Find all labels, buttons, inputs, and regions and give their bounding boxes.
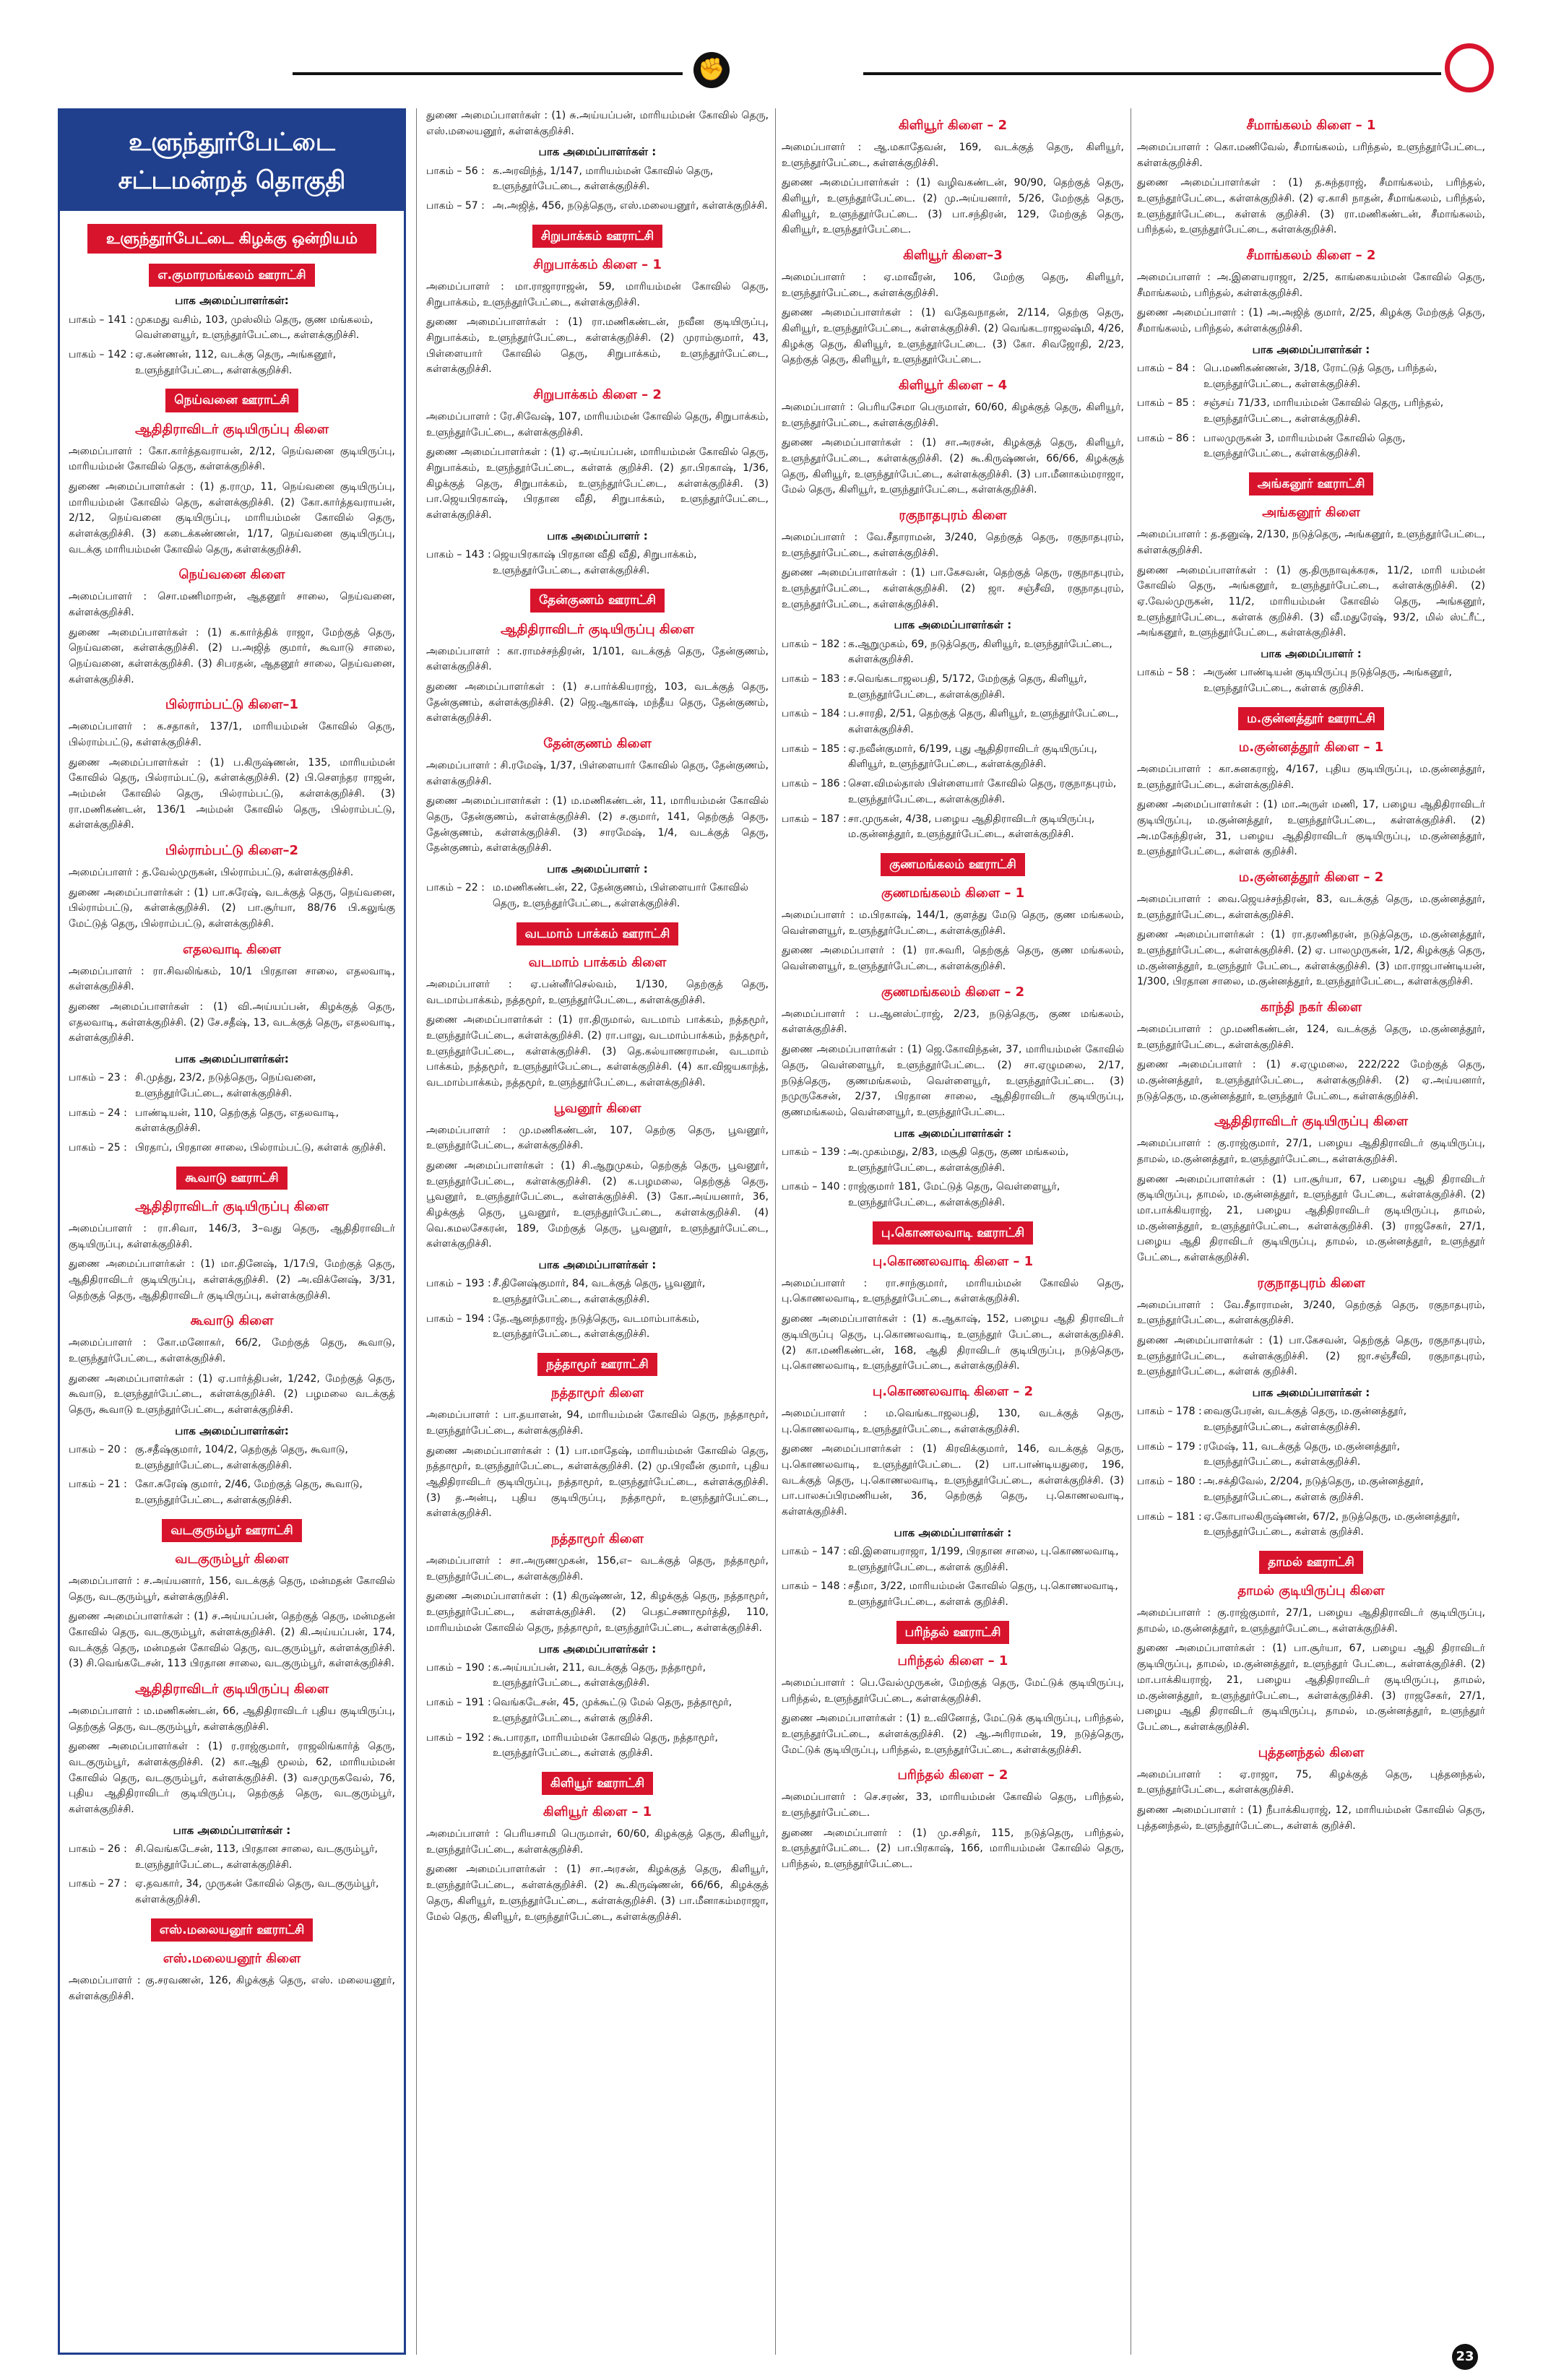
column-divider (775, 108, 776, 2355)
organiser-entry: அமைப்பாளர் : த.தனுஷ், 2/130, நடுத்தெரு, அங்கனூர், உளுந்தூர்பேட்டை, கள்ளக்குறிச்சி. (1137, 529, 1485, 556)
organiser-entry: அமைப்பாளர் : கொ.மணிவேல், சீமாங்கலம், பரிந்தல், உளுந்தூர்பேட்டை, கள்ளக்குறிச்சி. (1137, 141, 1485, 169)
organiser-entry: அமைப்பாளர் : மு.மணிகண்டன், 124, வடக்குத் தெரு, ம.குன்னத்தூர், உளுந்தூர்பேட்டை, கள்ளக்குறிச்சி. (1137, 1023, 1485, 1051)
branch-heading: நத்தாமூர் கிளை (550, 1531, 644, 1547)
organiser-entry: அமைப்பாளர் : கு.ராஜ்குமார், 27/1, பழைய ஆதிதிராவிடர் குடியிருப்பு, தாமல், ம.குன்னத்தூர், உளுந்தூர்பேட்டை, கள்ளக்குறிச்சி. (1137, 1138, 1485, 1165)
panchayat-heading: வடகுரும்பூர் ஊராட்சி (69, 1519, 395, 1542)
booth-organisers-heading: பாக அமைப்பாளர் : (547, 862, 648, 876)
branch-heading: ஆதிதிராவிடர் குடியிருப்பு கிளை (135, 1199, 329, 1215)
branch-heading: புத்தனந்தல் கிளை (1258, 1744, 1365, 1760)
branch-heading: காந்தி நகர் கிளை (1260, 1000, 1362, 1016)
booth-row: பாகம் – 179 : ரமேஷ், 11, வடக்குத் தெரு, ம.குன்னத்தூர், உளுந்தூர்பேட்டை, கள்ளக்குறிச்சி. (1137, 1440, 1400, 1468)
organiser-entry: அமைப்பாளர் : ரா.சிவா, 146/3, 3–வது தெரு, ஆதிதிராவிடர் குடியிருப்பு, கள்ளக்குறிச்சி. (69, 1222, 395, 1250)
booth-row: பாகம் – 187 : சா.முருகன், 4/38, பழைய ஆதிதிராவிடர் குடியிருப்பு, ம.குன்னத்தூர், உளுந்தூர்பேட்டை, கள்ளக்குறிச்சி. (782, 813, 1095, 841)
deputy-organisers-entry: துணை அமைப்பாளர்கள் : (1) சா.அரசன், கிழக்குத் தெரு, கிளியூர், உளுந்தூர்பேட்டை, கள்ளக்குறிச்சி. (2) கூ.கிருஷ்ணன், 66/66, கிழக்குத் தெரு, கிளியூர், உளுந்தூர்பேட்டை, கள்ளக்குறிச்சி. (3) பா.மீனாகம்மராஜா, மேல் தெரு, கிளியூர், உளுந்தூர்பேட்டை, கள்ளக்குறிச்சி. (782, 437, 1124, 496)
branch-heading: ரகுநாதபுரம் கிளை (899, 508, 1007, 524)
red-ring-icon (1445, 43, 1494, 92)
organiser-entry: அமைப்பாளர் : ஏ.ராஜா, 75, கிழக்குத் தெரு, புத்தனந்தல், உளுந்தூர்பேட்டை, கள்ளக்குறிச்சி. (1137, 1768, 1485, 1796)
booth-row: பாகம் – 193 : சீ.தினேஷ்குமார், 84, வடக்குத் தெரு, பூவனூர், உளுந்தூர்பேட்டை, கள்ளக்குறிச்சி. (426, 1278, 706, 1306)
booth-row: பாகம் – 182 : க.ஆறுமுகம், 69, நடுத்தெரு, கிளியூர், உளுந்தூர்பேட்டை, கள்ளக்குறிச்சி. (782, 638, 1112, 666)
booth-row: பாகம் – 142 : ஏ.கண்ணன், 112, வடக்கு தெரு, அங்கனூர், உளுந்தூர்பேட்டை, கள்ளக்குறிச்சி. (69, 348, 337, 376)
deputy-organisers-entry: துணை அமைப்பாளர்கள் : (1) பா.மாதேஷ், மாரியம்மன் கோவில் தெரு, நத்தாமூர், உளுந்தூர்பேட்டை, கள்ளக்குறிச்சி. (2) மு.பிரவீன் குமார், புதிய ஆதிதிராவிடர் குடியிருப்பு, நத்தாமூர், உளுந்தூர்பேட்டை, கள்ளக்குறிச்சி. (3) த.அன்பு, புதிய குடியிருப்பு, நத்தாமூர், உளுந்தூர்பேட்டை, கள்ளக்குறிச்சி. (426, 1445, 769, 1520)
booth-organisers-heading: பாக அமைப்பாளர்கள் : (894, 618, 1012, 632)
booth-row: பாகம் – 139 : அ.முகம்மது, 2/83, மசூதி தெரு, குண மங்கலம், உளுந்தூர்பேட்டை, கள்ளக்குறிச்சி. (782, 1146, 1069, 1174)
booth-organisers-heading: பாக அமைப்பாளர்கள் : (1252, 1386, 1370, 1400)
deputy-organisers-entry: துணை அமைப்பாளர்கள் : (1) ச.அய்யப்பன், தெற்குத் தெரு, மன்மதன் கோவில் தெரு, வடகுரும்பூர், கள்ளக்குறிச்சி. (2) கி.அய்யப்பன், 174, வடக்குத் தெரு, மன்மதன் கோவில் தெரு, வடகுரும்பூர், கள்ளக்குறிச்சி. (3) சி.வெங்கடேசன், 113 பிரதான சாலை, வடகுரும்பூர், கள்ளக்குறிச்சி. (69, 1611, 395, 1670)
booth-organisers-heading: பாக அமைப்பாளர்கள்: (175, 1052, 289, 1065)
branch-heading: சீமாங்கலம் கிளை – 2 (1246, 248, 1376, 264)
branch-heading: பில்ராம்பட்டு கிளை–1 (165, 697, 299, 713)
deputy-organisers-entry: துணை அமைப்பாளர்கள் : (1) க.கார்த்திக் ராஜா, மேற்குத் தெரு, நெய்வனை, கள்ளக்குறிச்சி. (2) ப.அஜித் குமார், கூவாடு சாலை, நெய்வனை, கள்ளக்குறிச்சி. (3) சிபரதன், ஆதனூர் சாலை, நெய்வனை, கள்ளக்குறிச்சி. (69, 626, 395, 685)
deputy-organisers-entry: துணை அமைப்பாளர்கள் : (1) ம.மணிகண்டன், 11, மாரியம்மன் கோவில் தெரு, தேன்குணம், கள்ளக்குறிச்சி. (2) ச.குமார், 141, தெற்குத் தெரு, தேன்குணம், கள்ளக்குறிச்சி. (3) சாரமேஷ், 1/4, வடக்குத் தெரு, தேன்குணம், கள்ளக்குறிச்சி. (426, 795, 769, 854)
organiser-entry: அமைப்பாளர் : வை.ஜெயச்சந்திரன், 83, வடக்குத் தெரு, ம.குன்னத்தூர், உளுந்தூர்பேட்டை, கள்ளக்குறிச்சி. (1137, 893, 1485, 921)
booth-row: பாகம் – 147 : வி.இளையராஜா, 1/199, பிரதான சாலை, பு.கொணலவாடி, உளுந்தூர்பேட்டை, கள்ளக் குறிச்சி. (782, 1545, 1119, 1573)
organiser-entry: அமைப்பாளர் : மு.மணிகண்டன், 107, தெற்கு தெரு, பூவனூர், உளுந்தூர்பேட்டை, கள்ளக்குறிச்சி. (426, 1124, 769, 1152)
deputy-organisers-entry: துணை அமைப்பாளர் : (1) ரா.சுவரி, தெற்குத் தெரு, குண மங்கலம், வெள்ளையூர், உளுந்தூர்பேட்டை, கள்ளக்குறிச்சி. (782, 945, 1124, 973)
deputy-organisers-entry: துணை அமைப்பாளர்கள் : (1) மா.தினேஷ், 1/17பி, மேற்குத் தெரு, ஆதிதிராவிடர் குடியிருப்பு, கள்ளக்குறிச்சி. (2) அ.விக்னேஷ், 3/31, தெற்குத் தெரு, ஆதிதிராவிடர் குடியிருப்பு, கள்ளக்குறிச்சி. (69, 1258, 395, 1302)
branch-heading: கிளியூர் கிளை–3 (903, 248, 1003, 264)
branch-heading: கூவாடு கிளை (190, 1313, 274, 1329)
deputy-organisers-entry: துணை அமைப்பாளர்கள் : (1) கு.திருநாவுக்கரசு, 11/2, மாரி யம்மன் கோவில் தெரு, அங்கனூர், உளுந்தூர்பேட்டை, கள்ளக்குறிச்சி. (2) ஏ.வேல்முருகன், 11/2, மாரியம்மன் கோவில் தெரு, அங்கனூர், உளுந்தூர்பேட்டை, கள்ளக் குறிச்சி. (3) வீ.மதுரேஷ், 93/2, மில் ஸ்ட்ரீட், அங்கனூர், உளுந்தூர்பேட்டை, கள்ளக்குறிச்சி. (1137, 564, 1485, 639)
organiser-entry: அமைப்பாளர் : க.சதாகர், 137/1, மாரியம்மன் கோவில் தெரு, பில்ராம்பட்டு, கள்ளக்குறிச்சி. (69, 721, 395, 748)
deputy-organisers-entry: துணை அமைப்பாளர்கள் : (1) ப.கிருஷ்ணன், 135, மாரியம்மன் கோவில் தெரு, பில்ராம்பட்டு, கள்ளக்குறிச்சி. (2) பி.செளந்தர ராஜன், அம்மன் கோவில் தெரு, பில்ராம்பட்டு, கள்ளக்குறிச்சி. (3) ரா.மணிகண்டன், 136/1 அம்மன் கோவில் தெரு, பில்ராம்பட்டு, கள்ளக்குறிச்சி. (69, 756, 395, 831)
booth-row: பாகம் – 180 : அ.சக்திவேல், 2/204, நடுத்தெரு, ம.குன்னத்தூர், உளுந்தூர்பேட்டை, கள்ளக் குறிச்சி. (1137, 1476, 1424, 1503)
organiser-entry: அமைப்பாளர் : மா.ராஜாராஜன், 59, மாரியம்மன் கோவில் தெரு, சிறுபாக்கம், உளுந்தூர்பேட்டை, கள்ளக்குறிச்சி. (426, 280, 769, 308)
organiser-entry: அமைப்பாளர் : ரா.சாந்குமார், மாரியம்மன் கோவில் தெரு, பு.கொணலவாடி, உளுந்தூர்பேட்டை, கள்ளக்குறிச்சி. (782, 1277, 1124, 1305)
branch-heading: அங்கனூர் கிளை (1262, 505, 1360, 521)
deputy-organisers-entry: துணை அமைப்பாளர் : (1) நீபாக்கியராஜ், 12, மாரியம்மன் கோவில் தெரு, புத்தனந்தல், உளுந்தூர்பேட்டை, கள்ளக் குறிச்சி. (1137, 1804, 1485, 1832)
booth-row: பாகம் – 22 : ம.மணிகண்டன், 22, தேன்குணம், பிள்ளையார் கோவில் தெரு, உளுந்தூர்பேட்டை, கள்ளக்குறிச்சி. (426, 882, 749, 909)
deputy-organisers-entry: துணை அமைப்பாளர் : (1) மு.சசிதர், 115, நடுத்தெரு, பரிந்தல், உளுந்தூர்பேட்டை. (2) பா.பிரகாஷ், 166, மாரியம்மன் கோவில் தெரு, பரிந்தல், உளுந்தூர்பேட்டை. (782, 1827, 1124, 1870)
booth-row: பாகம் – 86 : பாலமுருகன் 3, மாரியம்மன் கோவில் தெரு, உளுந்தூர்பேட்டை, கள்ளக்குறிச்சி. (1137, 432, 1406, 460)
deputy-organisers-entry: துணை அமைப்பாளர்கள் : (1) வழிவகண்டன், 90/90, தெற்குத் தெரு, கிளியூர், உளுந்தூர்பேட்டை. (2) மு.அய்யனார், 5/26, மேற்குத் தெரு, கிளியூர், உளுந்தூர்பேட்டை. (3) பா.சந்திரன், 129, மேற்குத் தெரு, கிளியூர், உளுந்தூர்பேட்டை. (782, 177, 1124, 236)
booth-organisers-heading: பாக அமைப்பாளர்கள் : (173, 1823, 291, 1837)
booth-row: பாகம் – 148 : சதீமா, 3/22, மாரியம்மன் கோவில் தெரு, பு.கொணலவாடி, உளுந்தூர்பேட்டை, கள்ளக் குறிச்சி. (782, 1580, 1118, 1608)
booth-row: பாகம் – 143 : ஜெயபிரகாஷ் பிரதான வீதி வீதி, சிறுபாக்கம், உளுந்தூர்பேட்டை, கள்ளக்குறிச்சி. (426, 549, 697, 576)
deputy-organisers-entry: துணை அமைப்பாளர்கள் : (1) சு.அய்யப்பன், மாரியம்மன் கோவில் தெரு, எஸ்.மலையனூர், கள்ளக்குறிச்சி. (426, 110, 769, 137)
booth-row: பாகம் – 25 : பிரதாப், பிரதான சாலை, பில்ராம்பட்டு, கள்ளக் குறிச்சி. (69, 1142, 386, 1154)
organiser-entry: அமைப்பாளர் : கா.ராமச்சந்திரன், 1/101, வடக்குத் தெரு, தேன்குணம், கள்ளக்குறிச்சி. (426, 645, 769, 673)
organiser-entry: அமைப்பாளர் : ரே.சிவேஷ், 107, மாரியம்மன் கோவில் தெரு, சிறுபாக்கம், உளுந்தூர்பேட்டை, கள்ளக்குறிச்சி. (426, 410, 769, 438)
booth-row: பாகம் – 186 : சௌ.விமல்தாஸ் பிள்ளையார் கோவில் தெரு, ரகுநாதபுரம், உளுந்தூர்பேட்டை, கள்ளக்குறிச்சி. (782, 778, 1117, 805)
organiser-entry: அமைப்பாளர் : ரா.சிவலிங்கம், 10/1 பிரதான சாலை, எதலவாடி, கள்ளக்குறிச்சி. (69, 965, 395, 993)
organiser-entry: அமைப்பாளர் : பா.தயாளன், 94, மாரியம்மன் கோவில் தெரு, நத்தாமூர், உளுந்தூர்பேட்டை, கள்ளக்குறிச்சி. (426, 1409, 769, 1437)
booth-organisers-heading: பாக அமைப்பாளர்கள் : (1252, 342, 1370, 356)
booth-organisers-heading: பாக அமைப்பாளர்கள் : (538, 1642, 657, 1656)
organiser-entry: அமைப்பாளர் : ஏ.பன்னீர்செல்வம், 1/130, தெற்குத் தெரு, வடமாம்பாக்கம், நத்தமூர், உளுந்தூர்பேட்டை, கள்ளக்குறிச்சி. (426, 978, 769, 1006)
branch-heading: பரிந்தல் கிளை – 1 (897, 1653, 1008, 1669)
panchayat-heading: ம.குன்னத்தூர் ஊராட்சி (1137, 707, 1485, 730)
organiser-entry: அமைப்பாளர் : சொ.மணிமாறன், ஆதனூர் சாலை, நெய்வனை, கள்ளக்குறிச்சி. (69, 591, 395, 618)
booth-organisers-heading: பாக அமைப்பாளர்கள்: (175, 294, 289, 308)
organiser-entry: அமைப்பாளர் : பெ.வேல்முருகன், மேற்குத் தெரு, மேட்டுக் குடியிருப்பு, பரிந்தல், உளுந்தூர்பேட்டை, கள்ளக்குறிச்சி. (782, 1676, 1124, 1705)
organiser-entry: அமைப்பாளர் : ப.ஆனஸ்ட்ராஜ், 2/23, நடுத்தெரு, குண மங்கலம், கள்ளக்குறிச்சி. (782, 1008, 1124, 1036)
booth-organisers-heading: பாக அமைப்பாளர் : (1261, 647, 1362, 661)
deputy-organisers-entry: துணை அமைப்பாளர்கள் : (1) பா.கேசவன், தெற்குத் தெரு, ரகுநாதபுரம், உளுந்தூர்பேட்டை, கள்ளக்குறிச்சி. (2) ஜா.சஞ்சீவி, ரகுநாதபுரம், உளுந்தூர்பேட்டை, கள்ளக் குறிச்சி. (1137, 1335, 1485, 1378)
organiser-entry: அமைப்பாளர் : த.வேல்முருகன், பில்ராம்பட்டு, கள்ளக்குறிச்சி. (69, 866, 354, 878)
booth-row: பாகம் – 21 : கோ.சுரேஷ் குமார், 2/46, மேற்குத் தெரு, கூவாடு, உளுந்தூர்பேட்டை, கள்ளக்குறிச்சி. (69, 1479, 363, 1506)
deputy-organisers-entry: துணை அமைப்பாளர்கள் : (1) கிருஷ்ணன், 12, கிழக்குத் தெரு, நத்தாமூர், உளுந்தூர்பேட்டை, கள்ளக்குறிச்சி. (2) பெதட்சணாமூர்த்தி, 110, மாரியம்மன் கோவில் தெரு, நத்தாமூர், உளுந்தூர்பேட்டை, கள்ளக்குறிச்சி. (426, 1591, 769, 1634)
deputy-organisers-entry: துணை அமைப்பாளர்கள் : (1) ஏ.அய்யப்பன், மாரியம்மன் கோவில் தெரு, சிறுபாக்கம், உளுந்தூர்பேட்டை, கள்ளக் குறிச்சி. (2) தா.பிரகாஷ், 1/36, கிழக்குத் தெரு, சிறுபாக்கம், உளுந்தூர்பேட்டை, கள்ளக்குறிச்சி. (3) பா.ஜெயபிரகாஷ், பிரதான வீதி, சிறுபாக்கம், உளுந்தூர்பேட்டை, கள்ளக்குறிச்சி. (426, 446, 769, 522)
booth-row: பாகம் – 184 : ப.சாரதி, 2/51, தெற்குத் தெரு, கிளியூர், உளுந்தூர்பேட்டை, கள்ளக்குறிச்சி. (782, 708, 1119, 736)
booth-row: பாகம் – 20 : கு.சதீஷ்குமார், 104/2, தெற்குத் தெரு, கூவாடு, உளுந்தூர்பேட்டை, கள்ளக்குறிச்சி. (69, 1443, 348, 1471)
organiser-entry: அமைப்பாளர் : கோ.மனோகர், 66/2, மேற்குத் தெரு, கூவாடு, உளுந்தூர்பேட்டை, கள்ளக்குறிச்சி. (69, 1337, 395, 1364)
deputy-organisers-entry: துணை அமைப்பாளர்கள் : (1) மா.அருள் மணி, 17, பழைய ஆதிதிராவிடர் குடியிருப்பு, ம.குன்னத்தூர், உளுந்தூர்பேட்டை, கள்ளக்குறிச்சி. (2) அ.மகேந்திரன், 31, பழைய ஆதிதிராவிடர் குடியிருப்பு, ம.குன்னத்தூர், உளுந்தூர்பேட்டை, கள்ளக் குறிச்சி. (1137, 799, 1485, 858)
deputy-organisers-entry: துணை அமைப்பாளர் : (1) அ.அஜித் குமார், 2/25, கிழக்கு மேற்குத் தெரு, சீமாங்கலம், பரிந்தல், கள்ளக்குறிச்சி. (1137, 307, 1485, 334)
deputy-organisers-entry: துணை அமைப்பாளர்கள் : (1) ரா.மணிகண்டன், நவீன குடியிருப்பு, சிறுபாக்கம், உளுந்தூர்பேட்டை, கள்ளக்குறிச்சி. (2) முராம்குமார், 43, பிள்ளையார் கோவில் தெரு, சிறுபாக்கம், உளுந்தூர்பேட்டை, கள்ளக்குறிச்சி. (426, 316, 769, 376)
panchayat-heading: எஸ்.மலையனூர் ஊராட்சி (69, 1918, 395, 1942)
deputy-organisers-entry: துணை அமைப்பாளர்கள் : (1) த.சுந்தராஜ், சீமாங்கலம், பரிந்தல், உளுந்தூர்பேட்டை, கள்ளக்குறிச்சி. (2) ஏ.காசி நாதன், சீமாங்கலம், பரிந்தல், உளுந்தூர்பேட்டை, கள்ளக் குறிச்சி. (3) ரா.மணிகண்டன், சீமாங்கலம், பரிந்தல், உளுந்தூர்பேட்டை, கள்ளக்குறிச்சி. (1137, 177, 1485, 236)
organiser-entry: அமைப்பாளர் : ம.வெங்கடாஜலபதி, 130, வடக்குத் தெரு, பு.கொணலவாடி, உளுந்தூர்பேட்டை, கள்ளக்குறிச்சி. (782, 1407, 1124, 1435)
deputy-organisers-entry: துணை அமைப்பாளர்கள் : (1) சா.அரசன், கிழக்குத் தெரு, கிளியூர், உளுந்தூர்பேட்டை, கள்ளக்குறிச்சி. (2) கூ.கிருஷ்ணன், 66/66, கிழக்குத் தெரு, கிளியூர், உளுந்தூர்பேட்டை, கள்ளக்குறிச்சி. (3) பா.மீனாகம்மராஜா, மேல் தெரு, கிளியூர், உளுந்தூர்பேட்டை, கள்ளக்குறிச்சி. (426, 1864, 769, 1923)
deputy-organisers-entry: துணை அமைப்பாளர்கள் : (1) ஜெ.கோவிந்தன், 37, மாரியம்மன் கோவில் தெரு, வெள்ளையூர், உளுந்தூர்பேட்டை. (2) சா.ஏழுமலை, 2/17, நடுத்தெரு, குணமங்கலம், வெள்ளையூர், உளுந்தூர்பேட்டை. (3) நமுருகேசன், 2/37, பிரதான சாலை, ஆதிதிராவிடர் குடியிருப்பு, குணமங்கலம், வெள்ளையூர், உளுந்தூர்பேட்டை. (782, 1044, 1124, 1118)
panchayat-heading: நத்தாமூர் ஊராட்சி (426, 1353, 769, 1376)
booth-row: பாகம் – 183 : ச.வெங்கடாஜலபதி, 5/172, மேற்குத் தெரு, கிளியூர், உளுந்தூர்பேட்டை, கள்ளக்குறிச்சி. (782, 673, 1087, 701)
branch-heading: கிளியூர் கிளை – 1 (543, 1804, 652, 1820)
branch-heading: பில்ராம்பட்டு கிளை–2 (165, 843, 299, 859)
booth-row: பாகம் – 26 : சி.வெங்கடேசன், 113, பிரதான சாலை, வடகுரும்பூர், உளுந்தூர்பேட்டை, கள்ளக்குறிச்சி. (69, 1843, 378, 1871)
deputy-organisers-entry: துணை அமைப்பாளர்கள் : (1) வி.அய்யப்பன், கிழக்குத் தெரு, எதலவாடி, கள்ளக்குறிச்சி. (2) சே.சதீஷ், 13, வடக்குத் தெரு, எதலவாடி, கள்ளக்குறிச்சி. (69, 1000, 395, 1044)
organiser-entry: அமைப்பாளர் : கு.ராஜ்குமார், 27/1, பழைய ஆதிதிராவிடர் குடியிருப்பு, தாமல், ம.குன்னத்தூர், உளுந்தூர்பேட்டை, கள்ளக்குறிச்சி. (1137, 1607, 1485, 1635)
booth-organisers-heading: பாக அமைப்பாளர்கள் : (894, 1126, 1012, 1140)
branch-heading: கிளியூர் கிளை – 4 (898, 378, 1008, 394)
organiser-entry: அமைப்பாளர் : கா.சுனகராஜ், 4/167, புதிய குடியிருப்பு, ம.குன்னத்தூர், உளுந்தூர்பேட்டை, கள்ளக்குறிச்சி. (1137, 763, 1485, 791)
header-rule-left (293, 72, 683, 75)
branch-heading: நெய்வனை கிளை (178, 567, 285, 583)
panchayat-heading: கிளியூர் ஊராட்சி (426, 1772, 769, 1795)
booth-row: பாகம் – 27 : ஏ.தவகார், 34, முருகன் கோவில் தெரு, வடகுரும்பூர், கள்ளக்குறிச்சி. (69, 1878, 379, 1906)
panchayat-heading: தாமல் ஊராட்சி (1137, 1551, 1485, 1574)
branch-heading: பு.கொணலவாடி கிளை – 1 (872, 1253, 1034, 1269)
booth-organisers-heading: பாக அமைப்பாளர்கள் : (538, 1258, 657, 1272)
booth-row: பாகம் – 192 : கூ.பாரதா, மாரியம்மன் கோவில் தெரு, நத்தாமூர், உளுந்தூர்பேட்டை, கள்ளக் குறிச்சி. (426, 1731, 718, 1760)
party-logo-icon: ✊ (693, 52, 730, 88)
branch-heading: வடமாம் பாக்கம் கிளை (528, 955, 667, 971)
deputy-organisers-entry: துணை அமைப்பாளர் : (1) ச.ஏழுமலை, 222/222 மேற்குத் தெரு, ம.குன்னத்தூர், உளுந்தூர்பேட்டை, கள்ளக்குறிச்சி. (2) ஏ.அய்யனார், நடுத்தெரு, ம.குன்னத்தூர், உளுந்தூர் பேட்டை, கள்ளக்குறிச்சி. (1137, 1059, 1485, 1102)
page-header (0, 0, 1543, 101)
booth-organisers-heading: பாக அமைப்பாளர்கள்: (175, 1424, 289, 1437)
booth-row: பாகம் – 58 : அருண் பாண்டியன் குடியிருப்பு நடுத்தெரு, அங்கனூர், உளுந்தூர்பேட்டை, கள்ளக் குறிச்சி. (1137, 667, 1452, 695)
booth-row: பாகம் – 181 : ஏ.கோபாலகிருஷ்ணன், 67/2, நடுத்தெரு, ம.குன்னத்தூர், உளுந்தூர்பேட்டை, கள்ளக் குறிச்சி. (1137, 1510, 1461, 1539)
booth-row: பாகம் – 178 : வைகுபேரன், வடக்குத் தெரு, ம.குன்னத்தூர், உளுந்தூர்பேட்டை, கள்ளக்குறிச்சி. (1137, 1406, 1407, 1434)
branch-heading: குணமங்கலம் கிளை – 1 (881, 886, 1025, 901)
page-number: 23 (1452, 2344, 1478, 2370)
panchayat-heading: குணமங்கலம் ஊராட்சி (782, 853, 1124, 876)
deputy-organisers-entry: துணை அமைப்பாளர்கள் : (1) ர.ராஜ்குமார், ராஜலிங்கார்த் தெரு, வடகுரும்பூர், கள்ளக்குறிச்சி. (2) கா.ஆதி மூலம், 62, மாரியம்மன் கோவில் தெரு, வடகுரும்பூர், கள்ளக்குறிச்சி. (3) வசமுருகவேல், 76, புதிய ஆதிதிராவிடர் குடியிருப்பு, தெற்குத் தெரு, வடகுரும்பூர், கள்ளக்குறிச்சி. (69, 1741, 395, 1816)
booth-organisers-heading: பாக அமைப்பாளர்கள் : (894, 1526, 1012, 1539)
branch-heading: ஆதிதிராவிடர் குடியிருப்பு கிளை (135, 421, 329, 437)
union-title: உளுந்தூர்பேட்டை கிழக்கு ஒன்றியம் (87, 224, 376, 254)
booth-row: பாகம் – 24 : பாண்டியன், 110, தெற்குத் தெரு, எதலவாடி, கள்ளக்குறிச்சி. (69, 1107, 340, 1135)
panchayat-heading: தேன்குணம் ஊராட்சி (426, 589, 769, 612)
deputy-organisers-entry: துணை அமைப்பாளர்கள் : (1) பா.சூர்யா, 67, பழைய ஆதி திராவிடர் குடியிருப்பு, தாமல், ம.குன்னத்தூர், உளுந்தூர் பேட்டை, கள்ளக்குறிச்சி. (2) மா.பாக்கியராஜ், 21, பழைய ஆதிதிராவிடர் குடியிருப்பு, தாமல், ம.குன்னத்தூர், உளுந்தூர்பேட்டை, கள்ளக்குறிச்சி. (3) ராஜசேகர், 27/1, பழைய ஆதி திராவிடர் குடியிருப்பு, தாமல், ம.குன்னத்தூர், உளுந்தூர் பேட்டை, கள்ளக்குறிச்சி. (1137, 1173, 1485, 1264)
constituency-title: உளுந்தூர்பேட்டை சட்டமன்றத் தொகுதி (60, 111, 404, 211)
branch-heading: நத்தாமூர் கிளை (550, 1385, 644, 1401)
deputy-organisers-entry: துணை அமைப்பாளர்கள் : (1) ச.பார்க்கியராஜ், 103, வடக்குத் தெரு, தேன்குணம், கள்ளக்குறிச்சி. (2) ஜெ.ஆகாஷ், மந்தீய தெரு, தேன்குணம், கள்ளக்குறிச்சி. (426, 680, 769, 724)
panchayat-heading: சிறுபாக்கம் ஊராட்சி (426, 225, 769, 248)
column-2 (426, 108, 769, 2355)
panchayat-heading: நெய்வனை ஊராட்சி (69, 389, 395, 412)
deputy-organisers-entry: துணை அமைப்பாளர்கள் : (1) பா.சுரேஷ், வடக்குத் தெரு, நெய்வனை, பில்ராம்பட்டு, கள்ளக்குறிச்சி. (2) பா.சூர்யா, 88/76 பி.கலுங்கு மேட்டுத் தெரு, பில்ராம்பட்டு, கள்ளக்குறிச்சி. (69, 886, 395, 930)
organiser-entry: அமைப்பாளர் : ஏ.மாவீரன், 106, மேற்கு தெரு, கிளியூர், உளுந்தூர்பேட்டை, கள்ளக்குறிச்சி. (782, 271, 1124, 299)
branch-heading: பு.கொணலவாடி கிளை – 2 (872, 1383, 1034, 1399)
deputy-organisers-entry: துணை அமைப்பாளர்கள் : (1) க.ஆகாஷ், 152, பழைய ஆதி திராவிடர் குடியிருப்பு தெரு, பு.கொணலவாடி, உளுந்தூர் பேட்டை, கள்ளக்குறிச்சி. (2) கா.மணிகண்டன், 168, ஆதி திராவிடர் குடியிருப்பு, நடுத்தெரு, பு.கொணலவாடி, உளுந்தூர்பேட்டை, கள்ளக்குறிச்சி. (782, 1313, 1124, 1372)
booth-row: பாகம் – 56 : க.அரவிந்த், 1/147, மாரியம்மன் கோவில் தெரு, உளுந்தூர்பேட்டை, கள்ளக்குறிச்சி. (426, 165, 714, 193)
deputy-organisers-entry: துணை அமைப்பாளர்கள் : (1) உ.வினோத், மேட்டுக் குடியிருப்பு, பரிந்தல், உளுந்தூர்பேட்டை, கள்ளக்குறிச்சி. (2) ஆ.அரிராமன், 19, நடுத்தெரு, மேட்டுக் குடியிருப்பு, பரிந்தல், உளுந்தூர்பேட்டை, கள்ளக்குறிச்சி. (782, 1713, 1124, 1756)
booth-organisers-heading: பாக அமைப்பாளர்கள் : (538, 145, 657, 159)
branch-heading: சிறுபாக்கம் கிளை – 2 (533, 387, 662, 403)
deputy-organisers-entry: துணை அமைப்பாளர்கள் : (1) ரா.தரணிதரன், நடுத்தெரு, ம.குன்னத்தூர், உளுந்தூர்பேட்டை, கள்ளக்குறிச்சி. (2) ஏ. பாலமுருகன், 1/2, கிழக்குத் தெரு, ம.குன்னத்தூர், உளுந்தூர் பேட்டை, கள்ளக்குறிச்சி. (3) மா.ராஜபாண்டியன், 1/300, பிரதான சாலை, ம.குன்னத்தூர், உளுந்தூர்பேட்டை, கள்ளக்குறிச்சி. (1137, 929, 1485, 988)
organiser-entry: அமைப்பாளர் : வே.சீதாராமன், 3/240, தெற்குத் தெரு, ரகுநாதபுரம், உளுந்தூர்பேட்டை, கள்ளக்குறிச்சி. (782, 531, 1124, 559)
organiser-entry: அமைப்பாளர் : ம.மணிகண்டன், 66, ஆதிதிராவிடர் புதிய குடியிருப்பு, தெற்குத் தெரு, வடகுரும்பூர், கள்ளக்குறிச்சி. (69, 1705, 395, 1733)
organiser-entry: அமைப்பாளர் : ஆ.மகாதேவன், 169, வடக்குத் தெரு, கிளியூர், உளுந்தூர்பேட்டை, கள்ளக்குறிச்சி. (782, 141, 1124, 169)
column-1 (58, 108, 406, 2355)
branch-heading: சீமாங்கலம் கிளை – 1 (1246, 118, 1376, 133)
booth-row: பாகம் – 191 : வெங்கடேசன், 45, முக்கூட்டு மேல் தெரு, நத்தாமூர், உளுந்தூர்பேட்டை, கள்ளக் குறிச்சி. (426, 1697, 732, 1724)
branch-heading: கிளியூர் கிளை – 2 (898, 118, 1008, 133)
booth-row: பாகம் – 57 : அ.அஜித், 456, நடுத்தெரு, எஸ்.மலையனூர், கள்ளக்குறிச்சி. (426, 200, 768, 212)
deputy-organisers-entry: துணை அமைப்பாளர்கள் : (1) பா.கேசவன், தெற்குத் தெரு, ரகுநாதபுரம், உளுந்தூர்பேட்டை, கள்ளக்குறிச்சி. (2) ஜா. சஞ்சீவி, ரகுநாதபுரம், உளுந்தூர்பேட்டை, கள்ளக்குறிச்சி. (782, 567, 1124, 610)
panchayat-heading: பரிந்தல் ஊராட்சி (782, 1621, 1124, 1644)
branch-heading: ஆதிதிராவிடர் குடியிருப்பு கிளை (135, 1682, 329, 1697)
organiser-entry: அமைப்பாளர் : சா.அருணமுகன், 156,எ– வடக்குத் தெரு, நத்தாமூர், உளுந்தூர்பேட்டை, கள்ளக்குறிச்சி. (426, 1555, 769, 1583)
organiser-entry: அமைப்பாளர் : வே.சீதாராமன், 3/240, தெற்குத் தெரு, ரகுநாதபுரம், உளுந்தூர்பேட்டை, கள்ளக்குறிச்சி. (1137, 1299, 1485, 1327)
organiser-entry: அமைப்பாளர் : அ.இளையராஜா, 2/25, காங்கையம்மன் கோவில் தெரு, சீமாங்கலம், பரிந்தல், கள்ளக்குறிச்சி. (1137, 271, 1485, 299)
deputy-organisers-entry: துணை அமைப்பாளர்கள் : (1) கிரவிக்குமார், 146, வடக்குத் தெரு, பு.கொணலவாடி, உளுந்தூர்பேட்டை. (2) பா.பாண்டியதுரை, 196, வடக்குத் தெரு, பு.கொணலவாடி, உளுந்தூர்பேட்டை, கள்ளக்குறிச்சி. (3) பா.பாலசுப்பிரமணியன், 36, தெற்குத் தெரு, பு.கொணலவாடி, கள்ளக்குறிச்சி. (782, 1443, 1124, 1518)
deputy-organisers-entry: துணை அமைப்பாளர்கள் : (1) த.ராமு, 11, நெய்வனை குடியிருப்பு, மாரியம்மன் கோவில் தெரு, கள்ளக்குறிச்சி. (2) கோ.கார்த்தவராயன், 2/12, நெய்வனை குடியிருப்பு, மாரியம்மன் கோவில் தெரு, கள்ளக்குறிச்சி. (3) கடைக்கண்ணன், 1/17, நெய்வனை குடியிருப்பு, வடக்கு மாரியம்மன் கோவில் தெரு, கள்ளக்குறிச்சி. (69, 480, 395, 555)
organiser-entry: அமைப்பாளர் : ம.பிரகாஷ், 144/1, குளத்து மேடு தெரு, குண மங்கலம், வெள்ளையூர், உளுந்தூர்பேட்டை, கள்ளக்குறிச்சி. (782, 909, 1124, 937)
booth-row: பாகம் – 23 : சி.முத்து, 23/2, நடுத்தெரு, நெய்வனை, உளுந்தூர்பேட்டை, கள்ளக்குறிச்சி. (69, 1072, 316, 1099)
booth-row: பாகம் – 85 : சஞ்சய் 71/33, மாரியம்மன் கோவில் தெரு, பரிந்தல், உளுந்தூர்பேட்டை, கள்ளக்குறிச்சி. (1137, 397, 1444, 425)
deputy-organisers-entry: துணை அமைப்பாளர்கள் : (1) ரா.திருமால், வடமாம் பாக்கம், நத்தமூர், உளுந்தூர்பேட்டை, கள்ளக்குறிச்சி. (2) ரா.பாலு, வடமாம்பாக்கம், நத்தமூர், உளுந்தூர்பேட்டை, கள்ளக்குறிச்சி. (3) தெ.கல்யாணராமன், வடமாம் பாக்கம், நத்தமூர், உளுந்தூர்பேட்டை, கள்ளக்குறிச்சி. (4) கா.விஜயகாந்த், வடமாம்பாக்கம், நத்தமூர், உளுந்தூர்பேட்டை, கள்ளக்குறிச்சி. (426, 1014, 769, 1089)
booth-row: பாகம் – 190 : க.அய்யப்பன், 211, வடக்குத் தெரு, நத்தாமூர், உளுந்தூர்பேட்டை, கள்ளக்குறிச்சி. (426, 1661, 706, 1689)
panchayat-heading: வடமாம் பாக்கம் ஊராட்சி (426, 922, 769, 945)
panchayat-heading: எ.குமாரமங்கலம் ஊராட்சி (69, 264, 395, 287)
organiser-entry: அமைப்பாளர் : சி.ரமேஷ், 1/37, பிள்ளையார் கோவில் தெரு, தேன்குணம், கள்ளக்குறிச்சி. (426, 759, 769, 787)
booth-row: பாகம் – 141 : முகமது வசிம், 103, முஸ்லிம் தெரு, குண மங்கலம், வெள்ளையூர், உளுந்தூர்பேட்டை, கள்ளக்குறிச்சி. (69, 313, 373, 342)
panchayat-heading: பு.கொணலவாடி ஊராட்சி (782, 1221, 1124, 1245)
panchayat-heading: கூவாடு ஊராட்சி (69, 1167, 395, 1190)
column-3 (782, 108, 1124, 2355)
organiser-entry: அமைப்பாளர் : செ.சரண், 33, மாரியம்மன் கோவில் தெரு, பரிந்தல், உளுந்தூர்பேட்டை. (782, 1791, 1124, 1819)
column-4 (1137, 108, 1485, 2355)
header-rule-right (863, 72, 1441, 75)
deputy-organisers-entry: துணை அமைப்பாளர்கள் : (1) பா.சூர்யா, 67, பழைய ஆதி திராவிடர் குடியிருப்பு, தாமல், ம.குன்னத்தூர், உளுந்தூர் பேட்டை, கள்ளக்குறிச்சி. (2) மா.பாக்கியராஜ், 21, பழைய ஆதிதிராவிடர் குடியிருப்பு, தாமல், ம.குன்னத்தூர், உளுந்தூர்பேட்டை, கள்ளக்குறிச்சி. (3) ராஜசேகர், 27/1, பழைய ஆதி திராவிடர் குடியிருப்பு, தாமல், ம.குன்னத்தூர், உளுந்தூர் பேட்டை, கள்ளக்குறிச்சி. (1137, 1643, 1485, 1733)
branch-heading: சிறுபாக்கம் கிளை – 1 (533, 257, 662, 273)
branch-heading: எஸ்.மலையனூர் கிளை (163, 1951, 301, 1967)
branch-heading: வடகுரும்பூர் கிளை (175, 1552, 289, 1567)
branch-heading: எதலவாடி கிளை (183, 941, 281, 957)
branch-heading: தாமல் குடியிருப்பு கிளை (1237, 1583, 1385, 1599)
booth-organisers-heading: பாக அமைப்பாளர் : (547, 529, 648, 542)
panchayat-heading: அங்கனூர் ஊராட்சி (1137, 472, 1485, 496)
deputy-organisers-entry: துணை அமைப்பாளர்கள் : (1) ஏ.பார்த்திபன், 1/242, மேற்குத் தெரு, கூவாடு, உளுந்தூர்பேட்டை, கள்ளக்குறிச்சி. (2) பழமலை வடக்குத் தெரு, கூவாடு உளுந்தூர்பேட்டை, கள்ளக்குறிச்சி. (69, 1372, 395, 1416)
organiser-entry: அமைப்பாளர் : ச.அய்யனார், 156, வடக்குத் தெரு, மன்மதன் கோவில் தெரு, வடகுரும்பூர், கள்ளக்குறிச்சி. (69, 1575, 395, 1603)
branch-heading: தேன்குணம் கிளை (543, 736, 652, 752)
organiser-entry: அமைப்பாளர் : பெரியசாமி பெருமாள், 60/60, கிழக்குத் தெரு, கிளியூர், உளுந்தூர்பேட்டை, கள்ளக்குறிச்சி. (426, 1828, 769, 1856)
branch-heading: ஆதிதிராவிடர் குடியிருப்பு கிளை (501, 621, 694, 637)
booth-row: பாகம் – 84 : பெ.மணிகண்ணன், 3/18, ரோட்டுத் தெரு, பரிந்தல், உளுந்தூர்பேட்டை, கள்ளக்குறிச்சி. (1137, 362, 1438, 390)
deputy-organisers-entry: துணை அமைப்பாளர்கள் : (1) சி.ஆறுமுகம், தெற்குத் தெரு, பூவனூர், உளுந்தூர்பேட்டை, கள்ளக்குறிச்சி. (2) க.பழமலை, தெற்குத் தெரு, பூவனூர், உளுந்தூர்பேட்டை, கள்ளக்குறிச்சி. (3) கோ.அய்யனார், 36, கிழக்குத் தெரு, பூவனூர், உளுந்தூர்பேட்டை, கள்ளக்குறிச்சி. (4) வெ.கமலசேகரன், 189, மேற்குத் தெரு, பூவனூர், உளுந்தூர்பேட்டை, கள்ளக்குறிச்சி. (426, 1160, 769, 1250)
branch-heading: பரிந்தல் கிளை – 2 (897, 1767, 1008, 1783)
branch-heading: ரகுநாதபுரம் கிளை (1257, 1275, 1365, 1291)
branch-heading: ம.குன்னத்தூர் கிளை – 2 (1238, 870, 1384, 886)
organiser-entry: அமைப்பாளர் : கோ.கார்த்தவராயன், 2/12, நெய்வனை குடியிருப்பு, மாரியம்மன் கோவில் தெரு, கள்ளக்குறிச்சி. (69, 445, 395, 473)
branch-heading: பூவனூர் கிளை (553, 1100, 641, 1116)
organiser-entry: அமைப்பாளர் : பெரியசேமா பெருமாள், 60/60, கிழக்குத் தெரு, கிளியூர், உளுந்தூர்பேட்டை, கள்ளக்குறிச்சி. (782, 401, 1124, 429)
booth-row: பாகம் – 194 : தே.ஆனந்தராஜ், நடுத்தெரு, வடமாம்பாக்கம், உளுந்தூர்பேட்டை, கள்ளக்குறிச்சி. (426, 1312, 700, 1341)
organiser-entry: அமைப்பாளர் : கு.சரவணன், 126, கிழக்குத் தெரு, எஸ். மலையனூர், கள்ளக்குறிச்சி. (69, 1974, 395, 2002)
column-divider (416, 108, 417, 2355)
booth-row: பாகம் – 140 : ராஜ்குமார் 181, மேட்டுத் தெரு, வெள்ளையூர், உளுந்தூர்பேட்டை, கள்ளக்குறிச்சி. (782, 1181, 1060, 1208)
branch-heading: ஆதிதிராவிடர் குடியிருப்பு கிளை (1214, 1114, 1408, 1130)
branch-heading: ம.குன்னத்தூர் கிளை – 1 (1238, 740, 1384, 756)
booth-row: பாகம் – 185 : ஏ.நவீன்குமார், 6/199, புது ஆதிதிராவிடர் குடியிருப்பு, கிளியூர், உளுந்தூர்பேட்டை, கள்ளக்குறிச்சி. (782, 743, 1097, 771)
branch-heading: குணமங்கலம் கிளை – 2 (881, 984, 1025, 1000)
deputy-organisers-entry: துணை அமைப்பாளர்கள் : (1) வதேவநாதன், 2/114, தெற்கு தெரு, கிளியூர், உளுந்தூர்பேட்டை, கள்ளக்குறிச்சி. (2) வெங்கடராஜலஷ்மி, 4/26, கிழக்கு தெரு, கிளியூர், உளுந்தூர்பேட்டை. (3) கோ. சிவஜோதி, 2/23, தெற்குத் தெரு, கிளியூர், உளுந்தூர்பேட்டை. (782, 307, 1124, 366)
